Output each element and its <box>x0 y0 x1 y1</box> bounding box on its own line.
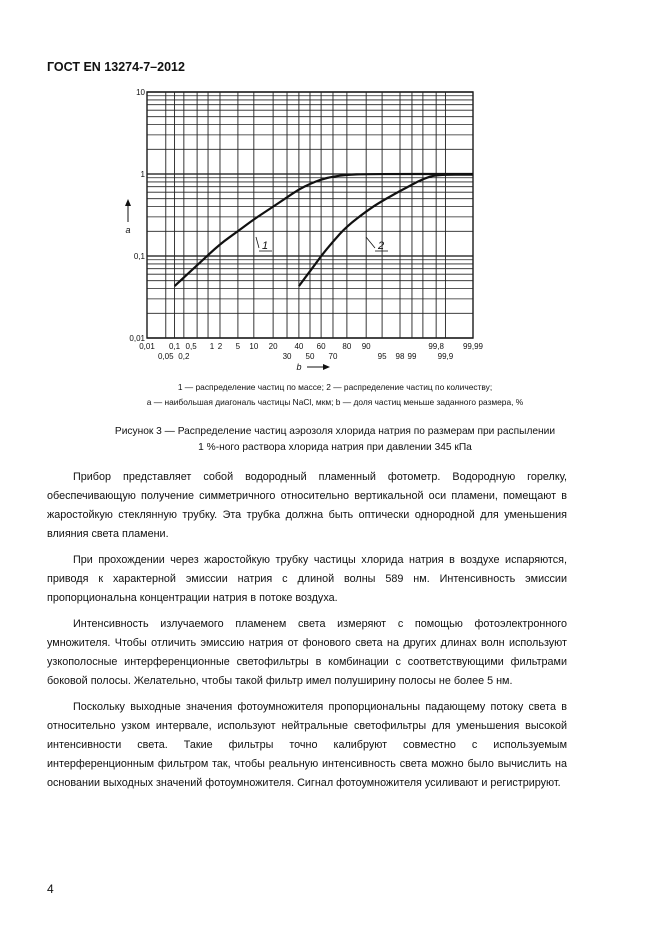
x-tick-label: 90 <box>361 342 371 351</box>
x-tick-label: 2 <box>217 342 223 351</box>
figure-legend <box>60 380 610 410</box>
particle-distribution-chart <box>0 0 661 380</box>
caption-line-2: 1 %-ного раствора хлорида натрия при давлении 345 кПа <box>198 442 472 453</box>
x-tick-label: 98 <box>395 352 405 361</box>
paragraph-2: При прохождении через жаростойкую трубку частицы хлорида натрия в воздухе испаряются, приводя к характерной эмиссии натрия с длиной волны 589 нм. Интенсивность эмиссии пропорциональна концентрации натрия в потоке воздуха. <box>47 554 567 604</box>
paragraph-3: Интенсивность излучаемого пламенем света измеряют с помощью фотоэлектронного умножителя. Чтобы отличить эмиссию натрия от фонового света на других длинах волн используют узкополосные интерференционные светофильтры в комбинации с соответствующими фильтрами боковой полосы. Желательно, чтобы такой фильтр имел полуширину полосы не более 5 нм. <box>47 618 567 687</box>
chart-curves <box>175 174 473 286</box>
x-axis-label: b <box>296 362 302 372</box>
curve-1 <box>175 174 473 286</box>
page-number: 4 <box>47 882 54 896</box>
x-tick-label: 0,1 <box>168 342 181 351</box>
paragraph-4: Поскольку выходные значения фотоумножителя пропорциональны падающему потоку света в относительно узком интервале, используют нейтральные светофильтры для уменьшения высокой интенсивности света. Такие фильтры точно калибруют совместно с используемым интерференционным фильтром так, чтобы реальную интенсивность света можно было вычислить на основании выходных значений фотоумножителя. Сигнал фотоумножителя усиливают и регистрируют. <box>47 701 567 789</box>
x-tick-label: 50 <box>305 352 315 361</box>
x-tick-label: 99,99 <box>462 342 484 351</box>
y-axis-label: a <box>125 225 131 235</box>
chart-axis-labels <box>125 88 484 372</box>
x-tick-label: 99 <box>407 352 417 361</box>
curve-label-leader <box>366 237 375 248</box>
chart-grid <box>147 92 473 338</box>
x-tick-label: 5 <box>235 342 241 351</box>
x-tick-label: 0,5 <box>185 342 197 351</box>
curve-2 <box>299 175 473 286</box>
y-axis-arrowhead <box>125 199 131 206</box>
x-tick-label: 95 <box>377 352 387 361</box>
x-tick-label: 0,01 <box>139 342 155 351</box>
body-text <box>47 468 567 800</box>
x-tick-label: 80 <box>342 342 352 351</box>
x-tick-label: 99,8 <box>428 342 444 351</box>
y-tick-label: 10 <box>136 88 145 97</box>
document-header: ГОСТ EN 13274-7–2012 <box>47 60 185 74</box>
x-tick-label: 40 <box>294 342 304 351</box>
x-tick-label: 0,05 <box>157 352 174 361</box>
x-tick-label: 99,9 <box>437 352 454 361</box>
x-tick-label: 70 <box>328 352 338 361</box>
curve-label-leader <box>256 237 259 248</box>
y-tick-label: 0,1 <box>133 252 145 261</box>
x-axis-arrowhead <box>323 364 330 370</box>
y-tick-label: 1 <box>140 170 145 179</box>
curve-label-2: 2 <box>377 240 385 252</box>
paragraph-1: Прибор представляет собой водородный пламенный фотометр. Водородную горелку, обеспечивающую получение симметричного относительно вертикальной оси пламени, помещают в жаростойкую стеклянную трубку. Эта трубка должна быть оптически однородной для уменьшения влияния света пламени. <box>47 471 567 540</box>
y-tick-label: 0,01 <box>129 334 145 343</box>
curve-label-1: 1 <box>261 240 269 252</box>
legend-line-1: 1 — распределение частиц по массе; 2 — распределение частиц по количеству; <box>177 382 493 392</box>
x-tick-label: 60 <box>316 342 326 351</box>
figure-caption <box>60 424 610 456</box>
x-tick-label: 30 <box>282 352 292 361</box>
x-tick-label: 20 <box>268 342 278 351</box>
legend-line-2: a — наибольшая диагональ частицы NaCl, мкм; b — доля частиц меньше заданного размера, % <box>146 397 524 407</box>
x-tick-label: 0,2 <box>178 352 190 361</box>
caption-line-1: Рисунок 3 — Распределение частиц аэрозоля хлорида натрия по размерам при распылении <box>114 426 556 437</box>
x-tick-label: 10 <box>249 342 259 351</box>
x-tick-label: 1 <box>209 342 215 351</box>
